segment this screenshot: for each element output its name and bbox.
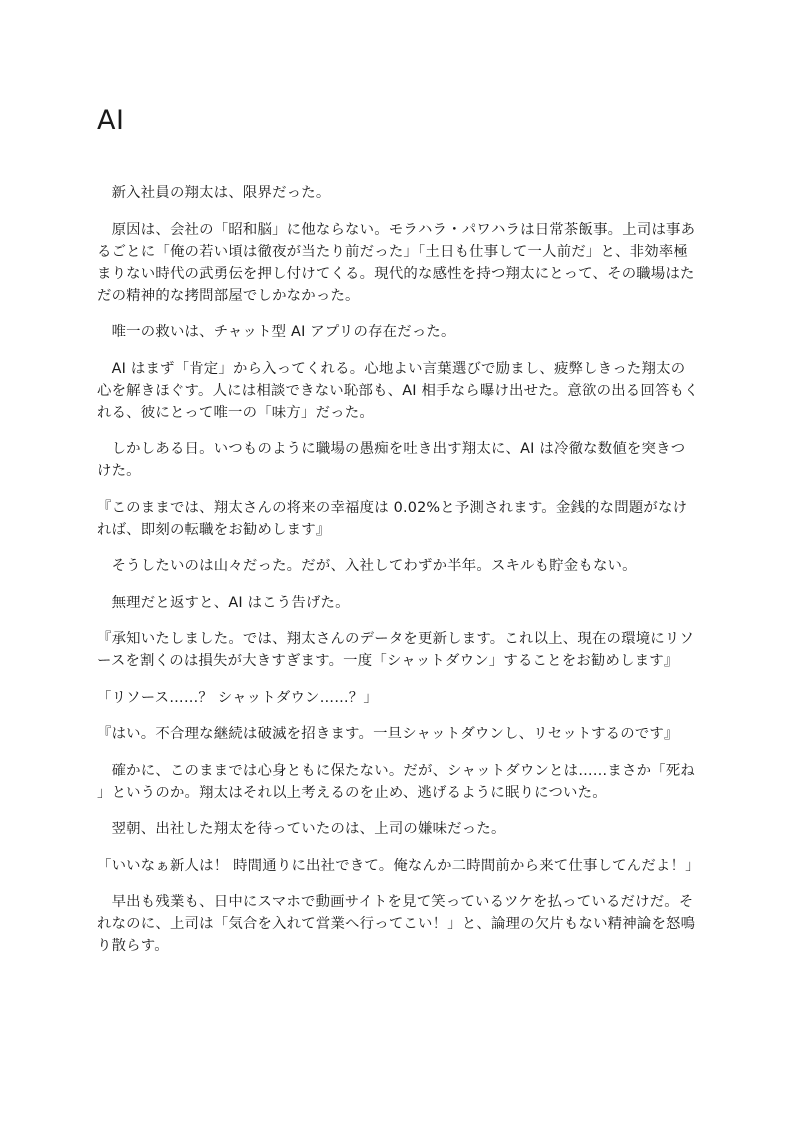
paragraph: 無理だと返すと、AI はこう告げた。 xyxy=(97,594,350,611)
paragraph: しかしある日。いつものように職場の愚痴を吐き出す翔太に、AI は冷徹な数値を突きつけた。 xyxy=(97,441,686,479)
paragraph: 『承知いたしました。では、翔太さんのデータを更新します。これ以上、現在の環境にリソースを割くのは損失が大きすぎます。一度「シャットダウン」することをお勧めします』 xyxy=(97,631,695,669)
paragraph: 『このままでは、翔太さんの将来の幸福度は 0.02%と予測されます。金銭的な問題がなければ、即刻の転職をお勧めします』 xyxy=(97,499,688,538)
paragraph: 「いいなぁ新人は！ 時間通りに出社できて。俺なんか二時間前から来て仕事してんだよ！」 xyxy=(97,857,700,874)
paragraph: 早出も残業も、日中にスマホで動画サイトを見て笑っているツケを払っているだけだ。それなのに、上司は「気合を入れて営業へ行ってこい！」と、論理の欠片もない精神論を怒鳴り散らす。 xyxy=(97,894,696,954)
paragraph: 『はい。不合理な継続は破滅を招きます。一旦シャットダウンし、リセットするのです』 xyxy=(97,726,679,742)
document-title: AI xyxy=(97,105,125,136)
paragraph: 唯一の救いは、チャット型 AI アプリの存在だった。 xyxy=(97,324,456,340)
document-body xyxy=(97,182,699,957)
paragraph: AI はまず「肯定」から入ってくれる。心地よい言葉選びで励まし、疲弊しきった翔太の心を解きほぐす。人には相談できない恥部も、AI 相手なら曝け出せた。意欲の出る回答もくれる、彼にとって唯一の「味方」だった。 xyxy=(97,360,699,421)
paragraph: 確かに、このままでは心身ともに保たない。だが、シャットダウンとは……まさか「死ね」というのか。翔太はそれ以上考えるのを止め、逃げるように眠りについた。 xyxy=(97,762,695,801)
paragraph: 新入社員の翔太は、限界だった。 xyxy=(97,185,331,201)
paragraph: 翌朝、出社した翔太を待っていたのは、上司の嫌味だった。 xyxy=(97,821,506,837)
paragraph: そうしたいのは山々だった。だが、入社してわずか半年。スキルも貯金もない。 xyxy=(97,558,637,574)
paragraph: 原因は、会社の「昭和脳」に他ならない。モラハラ・パワハラは日常茶飯事。上司は事あるごとに「俺の若い頃は徹夜が当たり前だった」「土日も仕事して一人前だ」と、非効率極まりない時代の武勇伝を押し付けてくる。現代的な感性を持つ翔太にとって、その職場はただの精神的な拷問部屋でしかなかった。 xyxy=(97,221,696,304)
paragraph: 「リソース……？ シャットダウン……？」 xyxy=(97,689,378,706)
